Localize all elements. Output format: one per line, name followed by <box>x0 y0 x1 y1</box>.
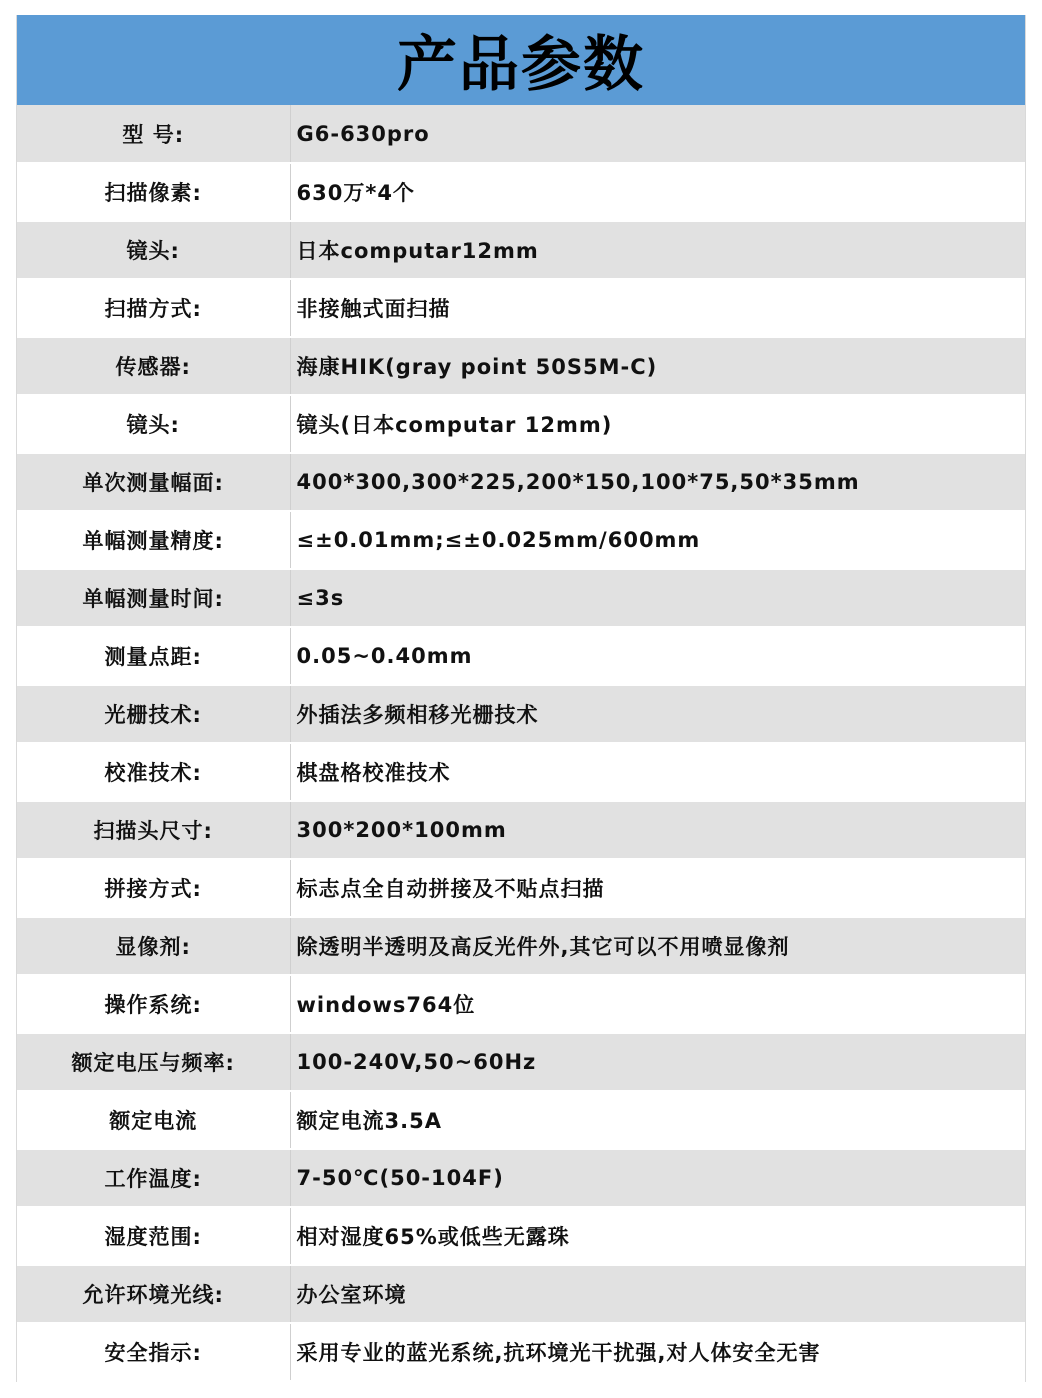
spec-value: 630万*4个 <box>290 163 1025 221</box>
spec-value: 标志点全自动拼接及不贴点扫描 <box>290 859 1025 917</box>
spec-sheet <box>16 15 1026 1382</box>
spec-label: 额定电压与频率: <box>17 1033 290 1091</box>
spec-label: 传感器: <box>17 337 290 395</box>
spec-label: 安全指示: <box>17 1323 290 1381</box>
spec-value: 镜头(日本computar 12mm) <box>290 395 1025 453</box>
spec-label: 扫描像素: <box>17 163 290 221</box>
spec-value: 外插法多频相移光栅技术 <box>290 685 1025 743</box>
spec-value: windows764位 <box>290 975 1025 1033</box>
table-row <box>17 1149 1025 1207</box>
spec-label: 光栅技术: <box>17 685 290 743</box>
spec-label: 拼接方式: <box>17 859 290 917</box>
table-row <box>17 917 1025 975</box>
spec-label: 操作系统: <box>17 975 290 1033</box>
spec-value: 采用专业的蓝光系统,抗环境光干扰强,对人体安全无害 <box>290 1323 1025 1381</box>
table-row <box>17 627 1025 685</box>
spec-value: 相对湿度65%或低些无露珠 <box>290 1207 1025 1265</box>
spec-label: 测量点距: <box>17 627 290 685</box>
table-row <box>17 975 1025 1033</box>
table-row <box>17 1033 1025 1091</box>
spec-table-body <box>17 105 1025 1381</box>
table-row <box>17 685 1025 743</box>
title-bar <box>17 15 1025 105</box>
table-row <box>17 279 1025 337</box>
spec-value: 海康HIK(gray point 50S5M-C) <box>290 337 1025 395</box>
spec-label: 镜头: <box>17 395 290 453</box>
spec-value: 400*300,300*225,200*150,100*75,50*35mm <box>290 453 1025 511</box>
table-row <box>17 395 1025 453</box>
spec-label: 扫描方式: <box>17 279 290 337</box>
spec-label: 显像剂: <box>17 917 290 975</box>
page-title: 产品参数 <box>397 30 645 100</box>
table-row <box>17 743 1025 801</box>
spec-label: 单次测量幅面: <box>17 453 290 511</box>
table-row <box>17 1323 1025 1381</box>
spec-value: 棋盘格校准技术 <box>290 743 1025 801</box>
table-row <box>17 1265 1025 1323</box>
spec-label: 额定电流 <box>17 1091 290 1149</box>
spec-value: 100-240V,50~60Hz <box>290 1033 1025 1091</box>
spec-value: 7-50℃(50-104F) <box>290 1149 1025 1207</box>
table-row <box>17 859 1025 917</box>
table-row <box>17 221 1025 279</box>
spec-value: 除透明半透明及高反光件外,其它可以不用喷显像剂 <box>290 917 1025 975</box>
table-row <box>17 337 1025 395</box>
spec-value: 非接触式面扫描 <box>290 279 1025 337</box>
table-row <box>17 1091 1025 1149</box>
spec-value: ≤3s <box>290 569 1025 627</box>
spec-label: 允许环境光线: <box>17 1265 290 1323</box>
spec-value: 办公室环境 <box>290 1265 1025 1323</box>
spec-value: ≤±0.01mm;≤±0.025mm/600mm <box>290 511 1025 569</box>
table-row <box>17 105 1025 163</box>
spec-label: 型 号: <box>17 105 290 163</box>
spec-label: 单幅测量精度: <box>17 511 290 569</box>
spec-label: 工作温度: <box>17 1149 290 1207</box>
table-row <box>17 453 1025 511</box>
table-row <box>17 511 1025 569</box>
spec-table <box>17 105 1025 1382</box>
spec-label: 单幅测量时间: <box>17 569 290 627</box>
table-row <box>17 1207 1025 1265</box>
spec-value: 300*200*100mm <box>290 801 1025 859</box>
table-row <box>17 163 1025 221</box>
spec-value: G6-630pro <box>290 105 1025 163</box>
spec-value: 日本computar12mm <box>290 221 1025 279</box>
table-row <box>17 569 1025 627</box>
spec-value: 额定电流3.5A <box>290 1091 1025 1149</box>
spec-value: 0.05~0.40mm <box>290 627 1025 685</box>
spec-label: 湿度范围: <box>17 1207 290 1265</box>
spec-label: 扫描头尺寸: <box>17 801 290 859</box>
spec-label: 镜头: <box>17 221 290 279</box>
table-row <box>17 801 1025 859</box>
spec-label: 校准技术: <box>17 743 290 801</box>
